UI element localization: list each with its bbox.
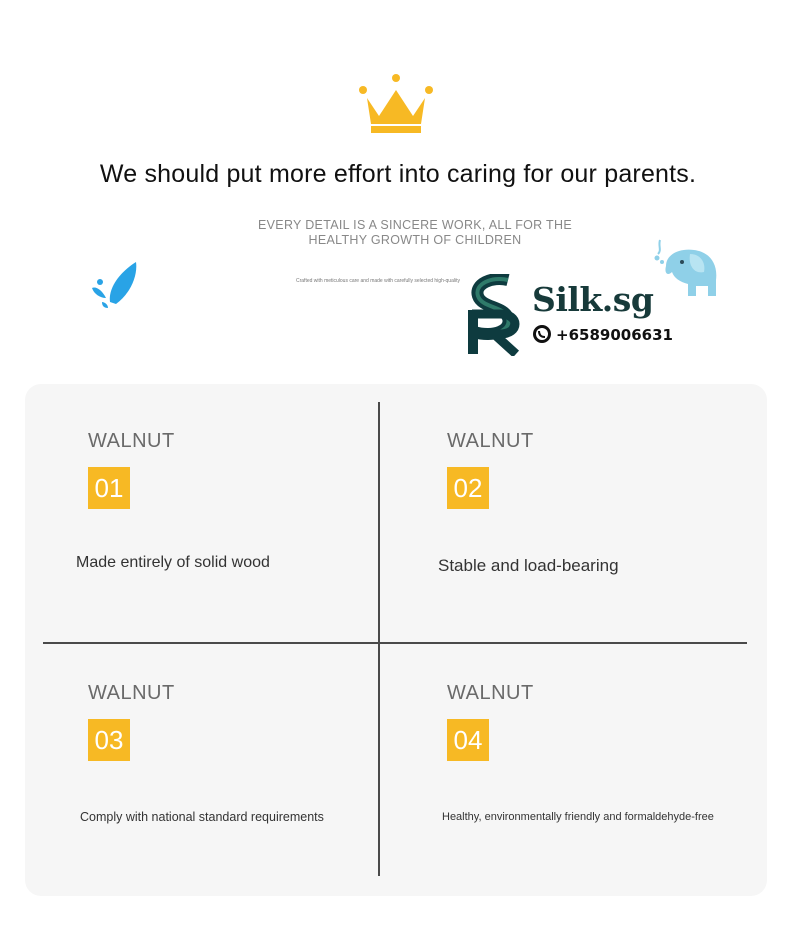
feature-label: WALNUT: [447, 430, 534, 452]
feature-card-4: [442, 682, 714, 823]
feature-label: WALNUT: [447, 682, 534, 704]
watermark-logo: [464, 274, 673, 356]
subtitle: [250, 218, 580, 248]
page-headline: We should put more effort into caring for our parents.: [99, 160, 697, 188]
feature-number-badge: 03: [88, 719, 130, 761]
feature-number-badge: 02: [447, 467, 489, 509]
feature-description: Made entirely of solid wood: [76, 554, 270, 571]
vertical-divider: [378, 402, 380, 876]
feature-description: Healthy, environmentally friendly and formaldehyde-free: [442, 811, 714, 823]
feature-number-badge: 04: [447, 719, 489, 761]
horizontal-divider: [43, 642, 747, 644]
feature-card-3: [80, 682, 324, 824]
subtitle-line-2: HEALTHY GROWTH OF CHILDREN: [308, 233, 522, 247]
feature-description: Stable and load-bearing: [438, 556, 619, 575]
feature-card-1: [76, 430, 270, 571]
feature-label: WALNUT: [88, 430, 175, 452]
crown-icon: [357, 72, 435, 134]
feature-card-2: [438, 430, 619, 575]
feature-number-badge: 01: [88, 467, 130, 509]
water-splash-icon: [86, 258, 140, 310]
subtitle-line-1: EVERY DETAIL IS A SINCERE WORK, ALL FOR THE: [258, 218, 572, 232]
whatsapp-icon: [532, 324, 552, 344]
watermark-phone: +6589006631: [556, 326, 673, 344]
feature-description: Comply with national standard requirements: [80, 810, 324, 824]
feature-label: WALNUT: [88, 682, 175, 704]
watermark-brand: Silk.sg: [532, 280, 654, 319]
rs-monogram-icon: [464, 274, 534, 356]
fine-print: Crafted with meticulous care and made with carefully selected high-quality: [296, 278, 460, 284]
